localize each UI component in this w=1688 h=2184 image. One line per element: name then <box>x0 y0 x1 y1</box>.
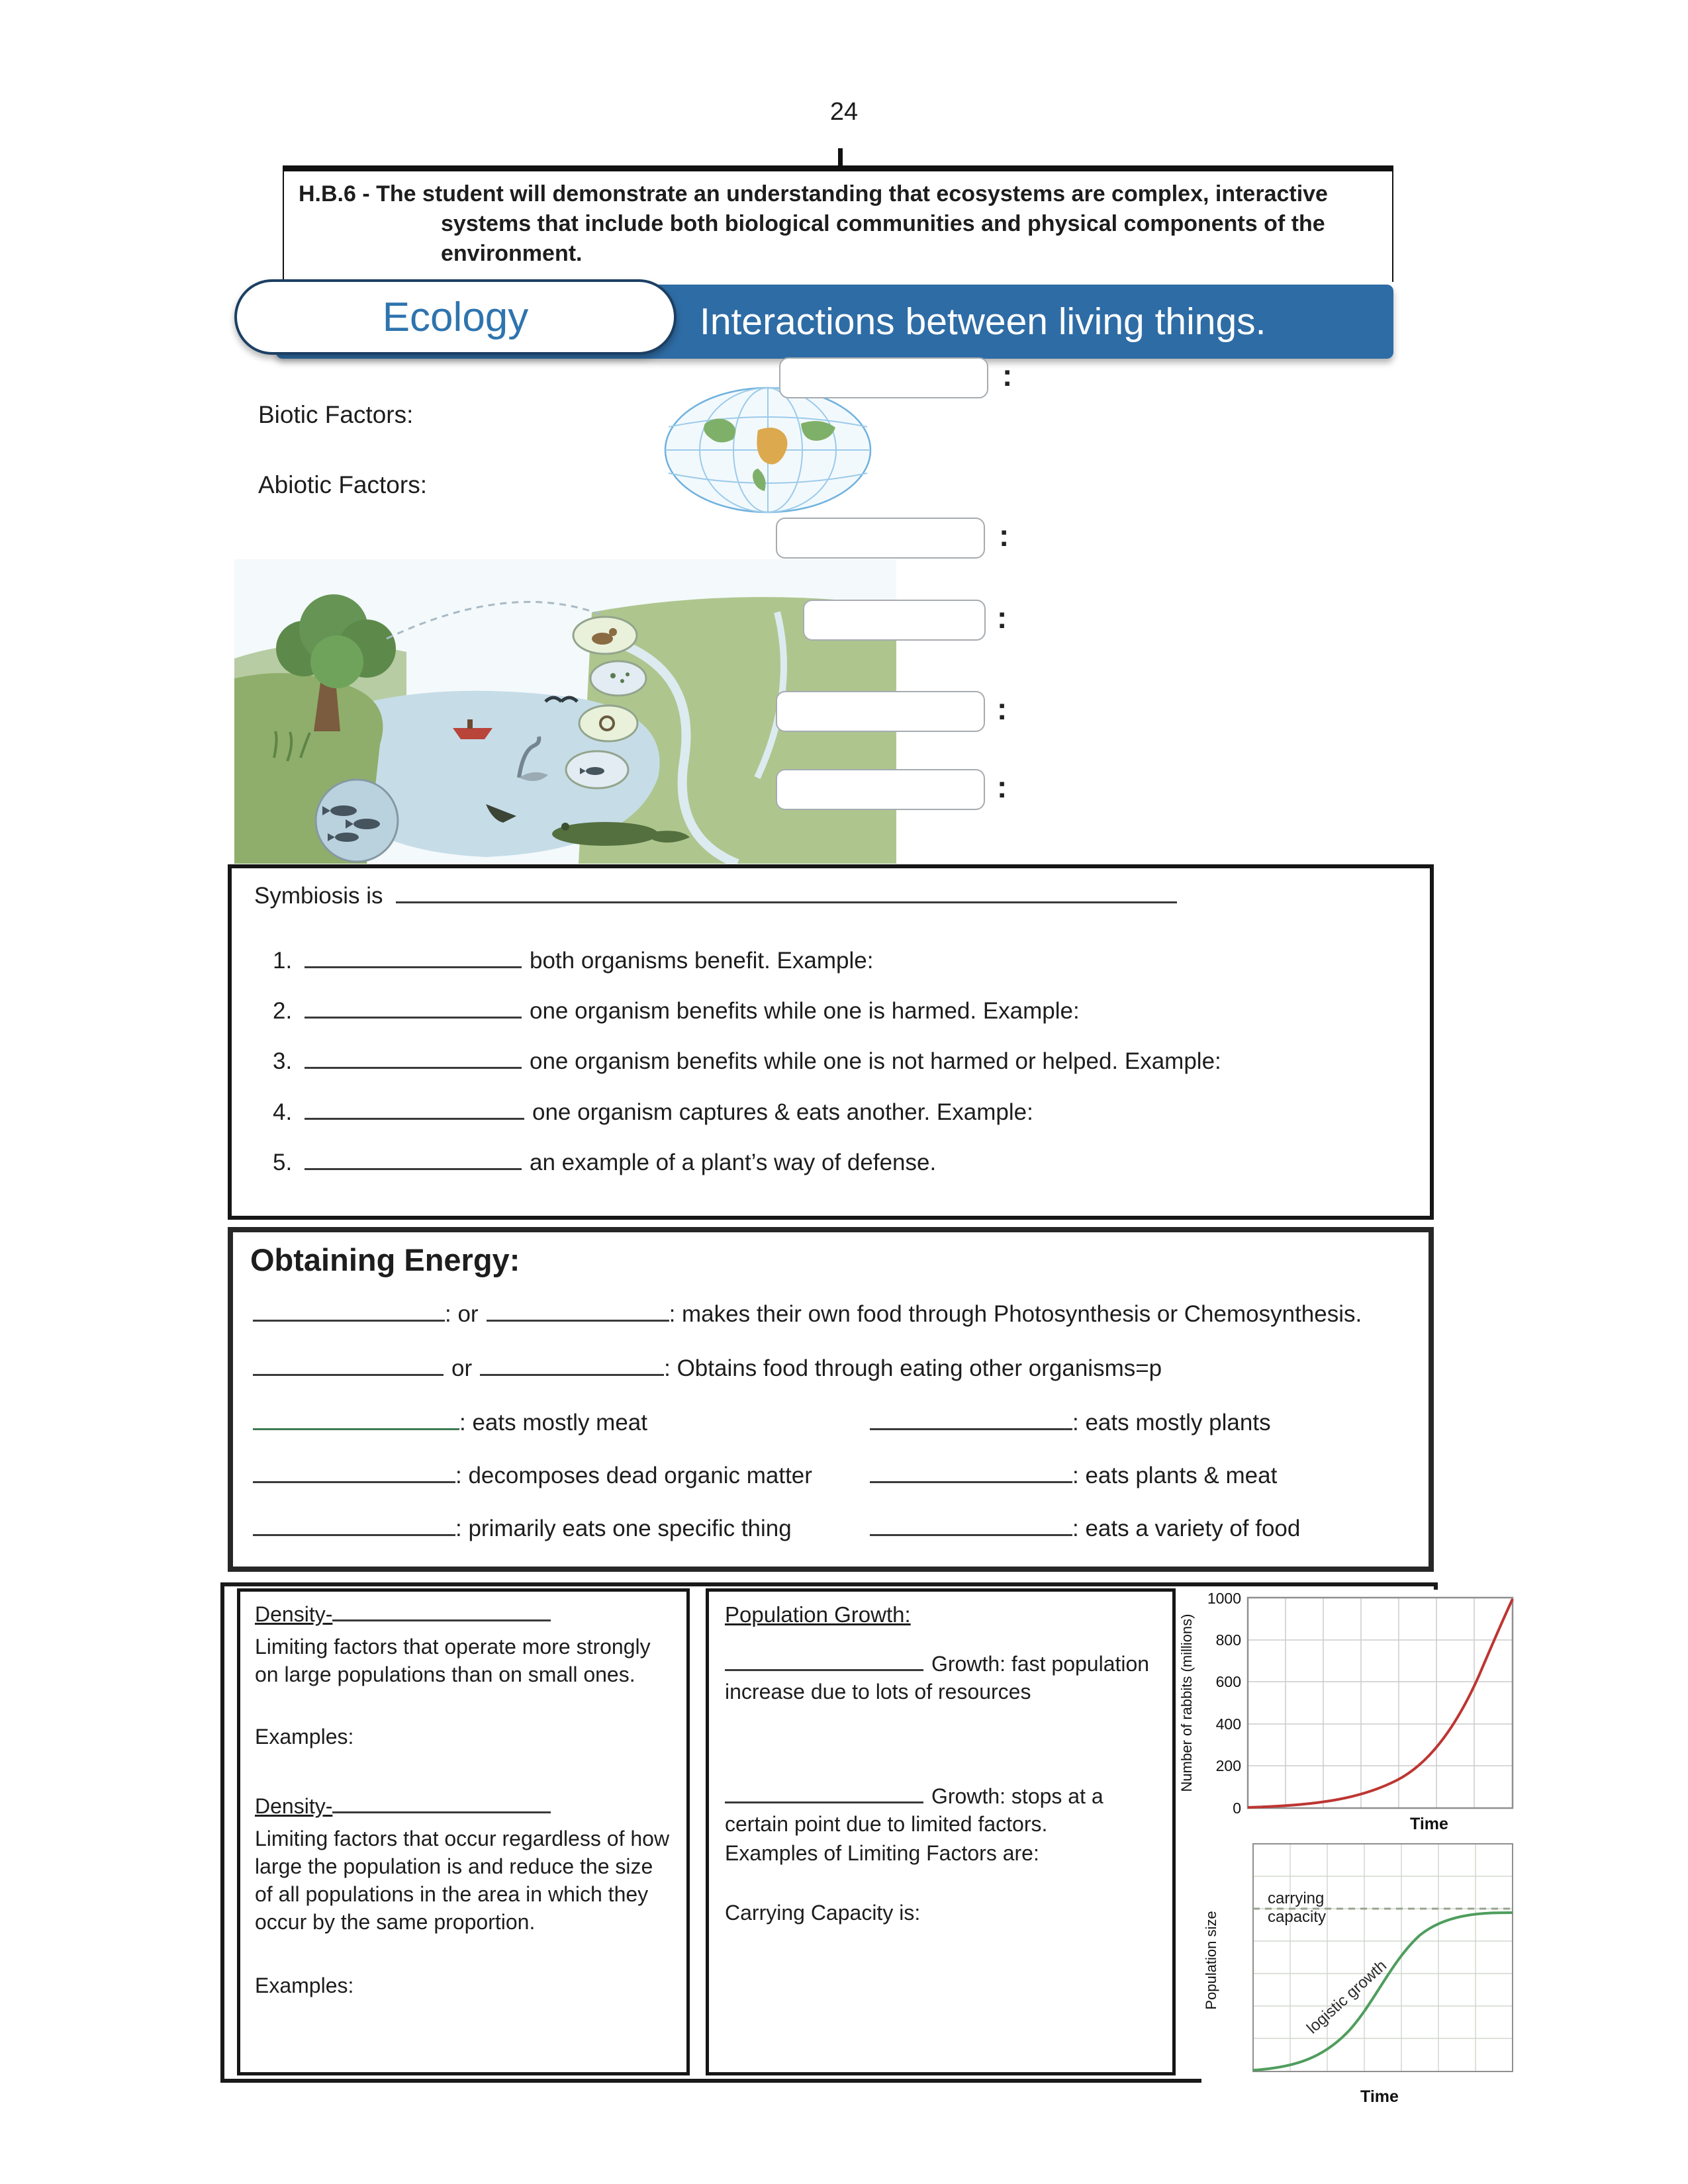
growth-text: Growth: fast population increase due to lots of resources <box>725 1652 1150 1704</box>
colon-5: : <box>997 770 1008 804</box>
population-growth-box <box>706 1588 1176 2075</box>
fill-in-blank[interactable] <box>396 901 1177 903</box>
answer-box-4[interactable] <box>776 691 985 732</box>
answer-box-1[interactable] <box>779 357 988 398</box>
symbiosis-item <box>273 1099 1033 1126</box>
fill-in-blank[interactable] <box>253 1374 444 1376</box>
fill-in-blank[interactable] <box>487 1320 669 1322</box>
x-axis-label: Time <box>1410 1815 1448 1833</box>
energy-def-herbivore <box>870 1410 1271 1436</box>
fill-in-blank[interactable] <box>253 1534 455 1536</box>
obtaining-energy-section <box>228 1227 1434 1572</box>
examples-label: Examples: <box>255 1725 354 1749</box>
density-independent-label-line <box>255 1794 551 1819</box>
fill-in-blank[interactable] <box>870 1481 1072 1483</box>
fill-in-blank[interactable] <box>480 1374 664 1376</box>
def-text: : eats mostly meat <box>459 1410 647 1435</box>
population-growth-heading: Population Growth: <box>725 1602 911 1627</box>
answer-box-3[interactable] <box>803 600 986 641</box>
density-factors-box <box>237 1588 690 2075</box>
y-tick: 400 <box>1215 1715 1241 1733</box>
item-text: one organism benefits while one is harmed. Example: <box>530 998 1080 1024</box>
header-notch <box>838 148 843 167</box>
def-text: : primarily eats one specific thing <box>455 1516 792 1541</box>
item-number: 1. <box>273 948 293 974</box>
standard-text: The student will demonstrate an understanding that ecosystems are complex, interactive systems that include both biological communities and physical components of the environment. <box>376 181 1328 266</box>
def-text: : eats a variety of food <box>1072 1516 1301 1541</box>
biotic-factors-label: Biotic Factors: <box>258 401 414 428</box>
density-dependent-label-line <box>255 1602 551 1627</box>
banner-subtitle: Interactions between living things. <box>700 300 1266 343</box>
fill-in-blank[interactable] <box>870 1534 1072 1536</box>
growth-text: Growth: stops at a certain point due to limited factors. <box>725 1784 1103 1836</box>
item-text: one organism benefits while one is not harmed or helped. Example: <box>530 1048 1221 1074</box>
symbiosis-item <box>273 1048 1221 1075</box>
logistic-growth-annotation: logistic growth <box>1303 1956 1391 2038</box>
def-text: : eats plants & meat <box>1072 1463 1278 1488</box>
banner-title: Ecology <box>382 294 529 340</box>
energy-row-producers <box>253 1301 1362 1328</box>
energy-row-consumers <box>253 1355 1162 1382</box>
density-label: Density- <box>255 1602 333 1626</box>
y-axis-label: Number of rabbits (millions) <box>1178 1614 1195 1792</box>
carrying-capacity-label: Carrying Capacity is: <box>725 1901 921 1925</box>
carrying-word-1: carrying <box>1268 1889 1325 1907</box>
colon-1: : <box>1002 358 1013 392</box>
standard-header <box>283 165 1393 282</box>
symbiosis-section <box>228 864 1434 1220</box>
symbiosis-item <box>273 998 1080 1024</box>
globe-illustration <box>659 384 877 516</box>
fill-in-blank[interactable] <box>253 1428 459 1430</box>
fill-in-blank[interactable] <box>253 1481 455 1483</box>
item-text: one organism captures & eats another. Example: <box>532 1099 1033 1125</box>
exponential-growth-chart <box>1178 1590 1526 1841</box>
row-sep: or <box>451 1355 473 1381</box>
energy-def-omnivore <box>870 1463 1277 1489</box>
energy-def-generalist <box>870 1516 1300 1542</box>
colon-3: : <box>997 600 1008 635</box>
density-label: Density- <box>255 1794 333 1818</box>
logistic-growth-chart <box>1201 1835 1536 2113</box>
item-number: 3. <box>273 1048 293 1074</box>
abiotic-factors-label: Abiotic Factors: <box>258 471 427 498</box>
answer-box-5[interactable] <box>776 769 985 810</box>
fill-in-blank[interactable] <box>305 1168 522 1170</box>
fill-in-blank[interactable] <box>332 1619 551 1621</box>
banner-title-pill <box>234 279 677 355</box>
obtaining-energy-heading: Obtaining Energy: <box>250 1242 520 1277</box>
density-independent-desc: Limiting factors that occur regardless of how large the population is and reduce the size of all populations in the area in which they occur by the same proportion. <box>255 1827 670 1934</box>
symbiosis-intro-line <box>254 883 1177 909</box>
energy-def-specialist <box>253 1516 792 1542</box>
y-tick: 800 <box>1215 1631 1241 1649</box>
def-text: : eats mostly plants <box>1072 1410 1271 1435</box>
fill-in-blank[interactable] <box>305 1017 522 1019</box>
fill-in-blank[interactable] <box>725 1669 923 1671</box>
symbiosis-intro: Symbiosis is <box>254 883 383 909</box>
density-dependent-desc: Limiting factors that operate more strongly on large populations than on small ones. <box>255 1635 651 1686</box>
standard-code: H.B.6 - <box>299 181 370 206</box>
item-number: 2. <box>273 998 293 1024</box>
exponential-growth-line <box>725 1650 1159 1706</box>
fill-in-blank[interactable] <box>305 1067 522 1069</box>
page-number: 24 <box>829 98 859 126</box>
item-text: both organisms benefit. Example: <box>530 948 874 974</box>
row-text: : makes their own food through Photosynthesis or Chemosynthesis. <box>669 1301 1362 1327</box>
fill-in-blank[interactable] <box>332 1811 551 1813</box>
energy-def-decomposer <box>253 1463 812 1489</box>
row-sep: : or <box>445 1301 479 1327</box>
symbiosis-item <box>273 948 873 974</box>
item-text: an example of a plant’s way of defense. <box>530 1150 937 1175</box>
limiting-factors-label: Examples of Limiting Factors are: <box>725 1841 1039 1865</box>
carrying-capacity-annotation <box>1268 1889 1329 1926</box>
symbiosis-item <box>273 1150 936 1176</box>
fill-in-blank[interactable] <box>305 1118 524 1120</box>
item-number: 5. <box>273 1150 293 1175</box>
y-tick: 1000 <box>1207 1590 1241 1607</box>
def-text: : decomposes dead organic matter <box>455 1463 812 1488</box>
logistic-growth-line <box>725 1782 1159 1838</box>
examples-label: Examples: <box>255 1974 354 1997</box>
colon-4: : <box>997 692 1008 726</box>
y-tick: 0 <box>1233 1799 1241 1817</box>
x-axis-label: Time <box>1360 2087 1399 2106</box>
fish-inset <box>316 780 398 862</box>
colon-2: : <box>999 518 1009 553</box>
row-text: : Obtains food through eating other organisms=p <box>664 1355 1162 1381</box>
y-tick: 600 <box>1215 1673 1241 1690</box>
fill-in-blank[interactable] <box>725 1801 923 1803</box>
carrying-word-2: capacity <box>1268 1908 1327 1926</box>
answer-box-2[interactable] <box>776 518 985 559</box>
energy-def-carnivore <box>253 1410 647 1436</box>
fill-in-blank[interactable] <box>870 1428 1072 1430</box>
y-tick: 200 <box>1215 1757 1241 1774</box>
fill-in-blank[interactable] <box>253 1320 445 1322</box>
y-axis-label: Population size <box>1203 1911 1219 2010</box>
item-number: 4. <box>273 1099 293 1125</box>
fill-in-blank[interactable] <box>305 966 522 968</box>
